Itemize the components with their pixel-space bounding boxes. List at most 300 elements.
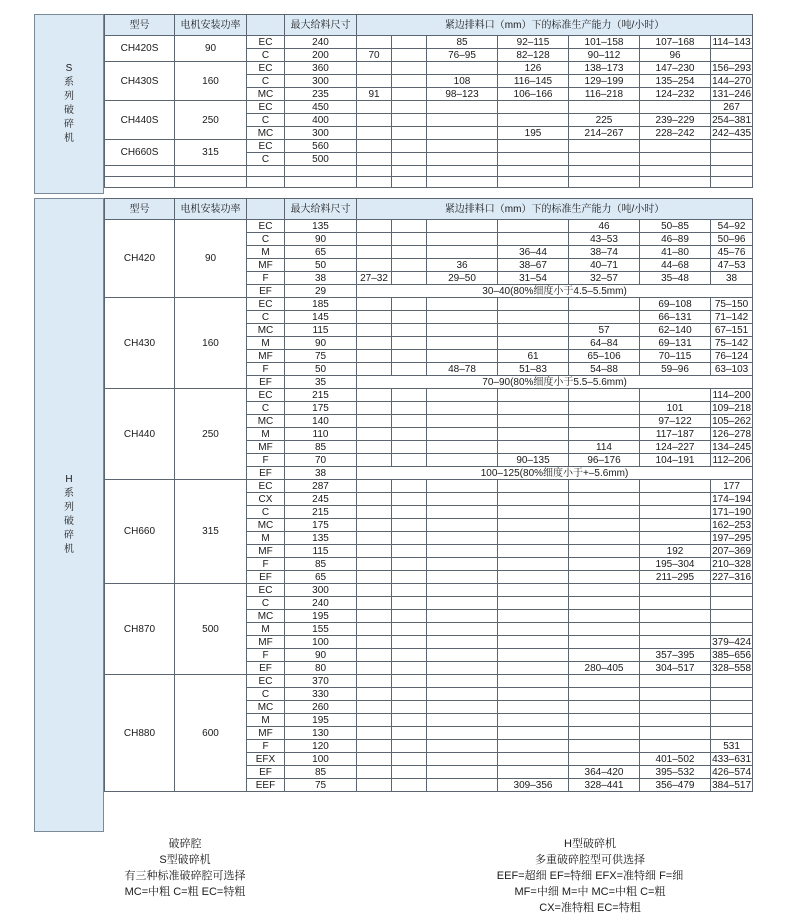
capacity-cell: 379–424 xyxy=(712,636,752,648)
cavity-cell: MF xyxy=(247,636,285,649)
feed-size-cell: 370 xyxy=(285,675,357,688)
empty-cell xyxy=(247,166,285,177)
capacity-cell xyxy=(498,636,569,649)
feed-size-cell: 135 xyxy=(285,532,357,545)
capacity-cell xyxy=(392,597,427,610)
capacity-cell xyxy=(357,220,392,233)
capacity-cell xyxy=(427,675,498,688)
capacity-cell xyxy=(711,623,753,636)
capacity-cell xyxy=(427,324,498,337)
capacity-cell xyxy=(569,493,640,506)
note-line: H型破碎机 xyxy=(564,838,616,850)
model-cell: CH430 xyxy=(105,298,175,389)
table-row xyxy=(105,36,753,49)
capacity-cell xyxy=(498,298,569,311)
capacity-cell xyxy=(640,493,711,506)
capacity-cell xyxy=(640,610,711,623)
header-model: 型号 xyxy=(105,15,175,36)
feed-size-cell: 100 xyxy=(285,753,357,766)
capacity-cell xyxy=(569,623,640,636)
capacity-cell xyxy=(392,220,427,233)
empty-cell xyxy=(247,177,285,188)
capacity-cell xyxy=(498,311,569,324)
cavity-cell: MF xyxy=(247,350,285,363)
capacity-cell: 38 xyxy=(711,272,753,285)
capacity-cell xyxy=(357,636,392,649)
capacity-cell xyxy=(640,623,711,636)
feed-size-cell: 175 xyxy=(285,402,357,415)
feed-size-cell: 80 xyxy=(285,662,357,675)
cavity-cell: MC xyxy=(247,88,285,101)
capacity-cell xyxy=(498,402,569,415)
capacity-cell: 124–232 xyxy=(640,88,711,101)
cavity-cell: EC xyxy=(247,36,285,49)
capacity-cell: 35–48 xyxy=(640,272,711,285)
capacity-cell xyxy=(392,36,427,49)
cavity-cell: EF xyxy=(247,467,285,480)
table-row xyxy=(105,584,753,597)
feed-size-cell: 300 xyxy=(285,584,357,597)
capacity-cell xyxy=(427,140,498,153)
capacity-cell xyxy=(357,350,392,363)
empty-cell xyxy=(640,177,711,188)
capacity-cell xyxy=(427,101,498,114)
model-cell: CH870 xyxy=(105,584,175,675)
capacity-cell: 62–140 xyxy=(640,324,711,337)
capacity-cell xyxy=(357,311,392,324)
capacity-cell xyxy=(357,545,392,558)
cavity-cell: EC xyxy=(247,675,285,688)
capacity-cell xyxy=(357,298,392,311)
empty-cell xyxy=(569,166,640,177)
capacity-cell: 45–76 xyxy=(711,246,753,259)
empty-cell xyxy=(105,177,175,188)
capacity-cell: 90–112 xyxy=(569,49,640,62)
feed-size-cell: 240 xyxy=(285,597,357,610)
capacity-cell xyxy=(711,727,753,740)
capacity-cell: 36 xyxy=(427,259,498,272)
capacity-cell: 195 xyxy=(498,127,569,140)
capacity-cell: 40–71 xyxy=(569,259,640,272)
capacity-cell xyxy=(392,415,427,428)
capacity-cell xyxy=(498,727,569,740)
capacity-cell xyxy=(427,402,498,415)
cavity-cell: M xyxy=(247,428,285,441)
capacity-cell: 101 xyxy=(640,402,711,415)
empty-cell xyxy=(427,166,498,177)
feed-size-cell: 75 xyxy=(285,779,357,792)
empty-cell xyxy=(285,177,357,188)
capacity-cell xyxy=(427,415,498,428)
feed-size-cell: 85 xyxy=(285,441,357,454)
capacity-cell: 385–656 xyxy=(712,649,752,661)
capacity-cell xyxy=(427,454,498,467)
capacity-cell: 64–84 xyxy=(569,337,640,350)
table-row xyxy=(105,298,753,311)
power-cell: 315 xyxy=(175,140,247,166)
cavity-cell: M xyxy=(247,532,285,545)
capacity-cell xyxy=(392,311,427,324)
capacity-cell xyxy=(640,675,711,688)
capacity-cell xyxy=(711,688,753,701)
capacity-cell: 85 xyxy=(427,36,498,49)
capacity-cell xyxy=(569,415,640,428)
capacity-cell xyxy=(357,766,392,779)
cavity-cell: EC xyxy=(247,101,285,114)
capacity-cell xyxy=(427,519,498,532)
empty-cell xyxy=(357,177,392,188)
capacity-cell: 156–293 xyxy=(712,62,752,74)
capacity-cell: 114 xyxy=(569,441,640,454)
capacity-cell: 38–74 xyxy=(569,246,640,259)
capacity-cell xyxy=(357,506,392,519)
capacity-cell: 31–54 xyxy=(498,272,569,285)
feed-size-cell: 145 xyxy=(285,311,357,324)
capacity-cell xyxy=(357,233,392,246)
capacity-cell xyxy=(640,701,711,714)
capacity-cell xyxy=(392,701,427,714)
capacity-cell xyxy=(392,363,427,376)
capacity-cell: 197–295 xyxy=(712,532,752,544)
cavity-cell: EC xyxy=(247,62,285,75)
capacity-cell xyxy=(357,740,392,753)
cavity-cell: MF xyxy=(247,727,285,740)
model-cell: CH440 xyxy=(105,389,175,480)
feed-size-cell: 287 xyxy=(285,480,357,493)
model-cell: CH420 xyxy=(105,220,175,298)
capacity-cell: 70 xyxy=(357,49,392,62)
capacity-cell: 108 xyxy=(427,75,498,88)
capacity-cell xyxy=(357,701,392,714)
capacity-cell: 70–115 xyxy=(640,350,711,363)
capacity-cell xyxy=(569,153,640,166)
capacity-cell xyxy=(392,49,427,62)
capacity-cell xyxy=(711,153,753,166)
header-capacity: 紧边排料口（mm）下的标准生产能力（吨/小时） xyxy=(357,199,753,220)
capacity-cell xyxy=(711,701,753,714)
capacity-cell: 225 xyxy=(569,114,640,127)
capacity-cell: 76–95 xyxy=(427,49,498,62)
capacity-cell xyxy=(569,584,640,597)
capacity-cell xyxy=(392,714,427,727)
capacity-cell xyxy=(498,153,569,166)
feed-size-cell: 245 xyxy=(285,493,357,506)
capacity-cell xyxy=(569,532,640,545)
capacity-cell: 109–218 xyxy=(712,402,752,414)
capacity-cell xyxy=(640,636,711,649)
capacity-cell xyxy=(357,415,392,428)
cavity-cell: MC xyxy=(247,519,285,532)
table-row xyxy=(105,140,753,153)
capacity-cell xyxy=(640,688,711,701)
capacity-cell xyxy=(640,480,711,493)
power-cell: 90 xyxy=(175,36,247,62)
header-feed-size: 最大给料尺寸 xyxy=(285,199,357,220)
capacity-cell xyxy=(392,246,427,259)
capacity-cell xyxy=(427,428,498,441)
capacity-cell xyxy=(357,623,392,636)
cavity-cell: CX xyxy=(247,493,285,506)
capacity-cell: 92–115 xyxy=(498,36,569,49)
capacity-cell xyxy=(392,766,427,779)
capacity-cell: 69–108 xyxy=(640,298,711,311)
capacity-cell xyxy=(498,233,569,246)
capacity-cell: 126–278 xyxy=(712,428,752,440)
note-line: CX=准特粗 EC=特粗 xyxy=(539,902,641,914)
capacity-cell: 46–89 xyxy=(640,233,711,246)
capacity-cell xyxy=(392,584,427,597)
capacity-cell xyxy=(357,153,392,166)
capacity-cell xyxy=(569,727,640,740)
feed-size-cell: 185 xyxy=(285,298,357,311)
capacity-cell xyxy=(498,558,569,571)
capacity-cell xyxy=(357,714,392,727)
capacity-cell xyxy=(498,428,569,441)
capacity-cell xyxy=(357,389,392,402)
capacity-cell xyxy=(427,662,498,675)
cavity-cell: M xyxy=(247,337,285,350)
feed-size-cell: 38 xyxy=(285,272,357,285)
capacity-cell: 97–122 xyxy=(640,415,711,428)
capacity-cell xyxy=(569,506,640,519)
capacity-cell: 356–479 xyxy=(640,779,711,792)
feed-size-cell: 29 xyxy=(285,285,357,298)
capacity-cell: 54–88 xyxy=(569,363,640,376)
power-cell: 160 xyxy=(175,298,247,389)
capacity-cell: 76–124 xyxy=(711,350,753,363)
capacity-cell: 63–103 xyxy=(711,363,753,376)
capacity-cell: 112–206 xyxy=(712,454,751,466)
capacity-note-cell: 30–40(80%细度小于4.5–5.5mm) xyxy=(357,285,753,298)
cavity-cell: MC xyxy=(247,127,285,140)
cavity-cell: M xyxy=(247,623,285,636)
capacity-cell xyxy=(640,532,711,545)
capacity-cell xyxy=(392,688,427,701)
capacity-cell xyxy=(427,584,498,597)
capacity-cell: 48–78 xyxy=(427,363,498,376)
capacity-cell xyxy=(392,233,427,246)
capacity-cell xyxy=(640,101,711,114)
feed-size-cell: 240 xyxy=(285,36,357,49)
capacity-cell: 38–67 xyxy=(498,259,569,272)
capacity-cell xyxy=(569,519,640,532)
cavity-cell: C xyxy=(247,506,285,519)
capacity-cell xyxy=(357,727,392,740)
capacity-cell xyxy=(569,402,640,415)
capacity-cell xyxy=(498,766,569,779)
capacity-cell xyxy=(392,493,427,506)
capacity-cell: 195–304 xyxy=(640,558,711,571)
capacity-cell xyxy=(711,597,753,610)
cavity-cell: M xyxy=(247,246,285,259)
feed-size-cell: 200 xyxy=(285,49,357,62)
s-series-label: S系列破碎机 xyxy=(64,63,74,144)
empty-cell xyxy=(175,177,247,188)
capacity-cell xyxy=(427,298,498,311)
capacity-cell: 105–262 xyxy=(712,415,752,427)
feed-size-cell: 135 xyxy=(285,220,357,233)
cavity-cell: EF xyxy=(247,376,285,389)
header-row xyxy=(105,15,753,36)
feed-size-cell: 75 xyxy=(285,350,357,363)
feed-size-cell: 85 xyxy=(285,558,357,571)
capacity-cell: 29–50 xyxy=(427,272,498,285)
capacity-cell xyxy=(392,324,427,337)
capacity-cell xyxy=(357,571,392,584)
table-row xyxy=(105,62,753,75)
capacity-cell: 107–168 xyxy=(640,36,711,49)
capacity-cell xyxy=(569,740,640,753)
capacity-cell xyxy=(427,753,498,766)
cavity-cell: C xyxy=(247,311,285,324)
feed-size-cell: 560 xyxy=(285,140,357,153)
capacity-cell: 54–92 xyxy=(711,220,753,233)
capacity-cell xyxy=(640,389,711,402)
feed-size-cell: 115 xyxy=(285,545,357,558)
capacity-cell xyxy=(392,88,427,101)
feed-size-cell: 90 xyxy=(285,337,357,350)
feed-size-cell: 215 xyxy=(285,389,357,402)
capacity-cell xyxy=(498,337,569,350)
capacity-cell: 71–142 xyxy=(711,311,753,324)
cavity-cell: C xyxy=(247,597,285,610)
capacity-cell xyxy=(427,558,498,571)
capacity-cell xyxy=(498,220,569,233)
capacity-cell: 228–242 xyxy=(640,127,711,140)
capacity-cell xyxy=(357,101,392,114)
cavity-cell: EF xyxy=(247,766,285,779)
capacity-cell xyxy=(357,428,392,441)
power-cell: 500 xyxy=(175,584,247,675)
capacity-cell xyxy=(392,506,427,519)
spacer-row xyxy=(105,166,753,177)
capacity-cell: 116–145 xyxy=(498,75,569,88)
capacity-cell xyxy=(427,127,498,140)
capacity-cell: 328–441 xyxy=(569,779,640,792)
feed-size-cell: 300 xyxy=(285,127,357,140)
capacity-cell: 364–420 xyxy=(569,766,640,779)
capacity-cell: 384–517 xyxy=(712,779,752,791)
feed-size-cell: 110 xyxy=(285,428,357,441)
capacity-cell: 395–532 xyxy=(640,766,711,779)
capacity-cell xyxy=(427,714,498,727)
capacity-cell: 51–83 xyxy=(498,363,569,376)
capacity-cell xyxy=(498,101,569,114)
capacity-cell xyxy=(498,140,569,153)
cavity-cell: EC xyxy=(247,298,285,311)
capacity-cell xyxy=(498,623,569,636)
capacity-cell xyxy=(498,324,569,337)
cavity-cell: MC xyxy=(247,701,285,714)
capacity-cell xyxy=(427,701,498,714)
capacity-cell xyxy=(569,649,640,662)
capacity-cell xyxy=(392,623,427,636)
power-cell: 315 xyxy=(175,480,247,584)
capacity-cell xyxy=(569,714,640,727)
cavity-cell: EC xyxy=(247,220,285,233)
capacity-cell xyxy=(427,389,498,402)
capacity-cell xyxy=(569,675,640,688)
capacity-cell: 59–96 xyxy=(640,363,711,376)
cavity-cell: M xyxy=(247,714,285,727)
empty-cell xyxy=(427,177,498,188)
capacity-cell: 116–218 xyxy=(569,88,640,101)
header-capacity: 紧边排料口（mm）下的标准生产能力（吨/小时） xyxy=(357,15,753,36)
capacity-cell xyxy=(392,454,427,467)
capacity-cell: 101–158 xyxy=(569,36,640,49)
model-cell: CH880 xyxy=(105,675,175,792)
capacity-cell xyxy=(498,415,569,428)
capacity-cell: 267 xyxy=(711,101,753,114)
capacity-cell: 239–229 xyxy=(640,114,711,127)
capacity-cell: 304–517 xyxy=(640,662,711,675)
capacity-cell xyxy=(357,402,392,415)
capacity-cell xyxy=(392,389,427,402)
capacity-cell xyxy=(711,49,753,62)
capacity-cell: 65–106 xyxy=(569,350,640,363)
capacity-cell xyxy=(357,114,392,127)
capacity-cell: 66–131 xyxy=(640,311,711,324)
cavity-cell: EEF xyxy=(247,779,285,792)
feed-size-cell: 360 xyxy=(285,62,357,75)
cavity-cell: EC xyxy=(247,140,285,153)
capacity-cell: 309–356 xyxy=(498,779,569,792)
empty-cell xyxy=(285,166,357,177)
capacity-cell xyxy=(392,62,427,75)
spacer-row xyxy=(105,177,753,188)
note-line: 多重破碎腔型可供选择 xyxy=(535,854,645,866)
cavity-cell: F xyxy=(247,454,285,467)
capacity-cell xyxy=(427,636,498,649)
capacity-cell xyxy=(392,428,427,441)
power-cell: 90 xyxy=(175,220,247,298)
capacity-cell: 96 xyxy=(640,49,711,62)
empty-cell xyxy=(711,166,753,177)
cavity-cell: F xyxy=(247,649,285,662)
cavity-legend xyxy=(0,836,800,916)
capacity-cell: 162–253 xyxy=(712,519,752,531)
feed-size-cell: 115 xyxy=(285,324,357,337)
feed-size-cell: 100 xyxy=(285,636,357,649)
capacity-cell xyxy=(498,688,569,701)
capacity-cell xyxy=(357,493,392,506)
capacity-cell: 50–85 xyxy=(640,220,711,233)
capacity-cell xyxy=(357,62,392,75)
capacity-cell: 192 xyxy=(640,545,711,558)
capacity-cell xyxy=(569,480,640,493)
capacity-cell: 98–123 xyxy=(427,88,498,101)
capacity-cell: 106–166 xyxy=(498,88,569,101)
capacity-cell xyxy=(569,389,640,402)
capacity-cell: 32–57 xyxy=(569,272,640,285)
capacity-cell xyxy=(427,233,498,246)
feed-size-cell: 175 xyxy=(285,519,357,532)
capacity-cell xyxy=(569,545,640,558)
capacity-cell xyxy=(498,114,569,127)
capacity-cell xyxy=(427,337,498,350)
capacity-cell xyxy=(357,649,392,662)
capacity-cell xyxy=(498,480,569,493)
capacity-cell: 126 xyxy=(498,62,569,75)
capacity-cell xyxy=(640,727,711,740)
cavity-cell: EF xyxy=(247,285,285,298)
capacity-cell xyxy=(357,363,392,376)
model-cell: CH660S xyxy=(105,140,175,166)
capacity-cell xyxy=(569,311,640,324)
capacity-cell xyxy=(392,259,427,272)
capacity-cell: 124–227 xyxy=(640,441,711,454)
capacity-cell xyxy=(427,350,498,363)
